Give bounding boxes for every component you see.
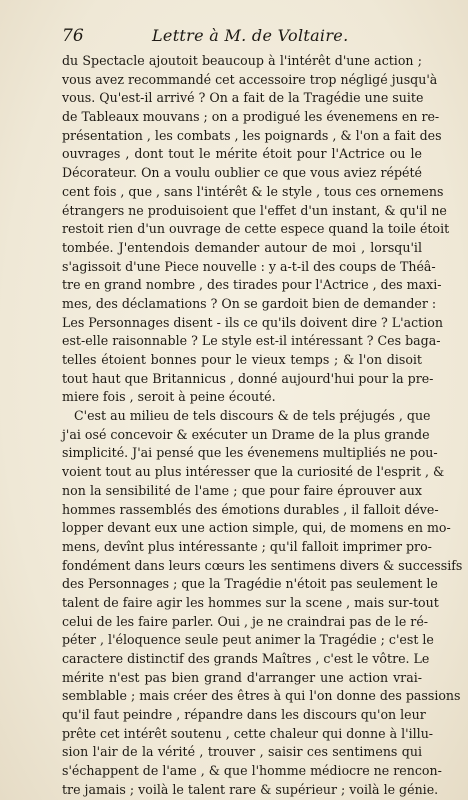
- text-line: hommes rassemblés des émotions durables , il falloit déve-: [62, 501, 439, 517]
- text-line: vous avez recommandé cet accessoire trop négligé jusqu'à: [62, 71, 438, 87]
- text-line: voient tout au plus intéresser que la curiosité de l'esprit , &: [62, 464, 445, 480]
- paragraph: [62, 52, 450, 407]
- page-header: [62, 26, 422, 48]
- text-line: présentation , les combats , les poignards , & l'on a fait des: [62, 127, 442, 143]
- page-number: 76: [62, 26, 84, 46]
- text-line: mérite n'est pas bien grand d'arranger une action vrai-: [62, 669, 422, 685]
- text-line: celui de les faire parler. Oui , je ne craindrai pas de le ré-: [62, 613, 429, 629]
- text-line: mens, devînt plus intéressante ; qu'il falloit imprimer pro-: [62, 538, 432, 554]
- text-line: sion l'air de la vérité , trouver , saisir ces sentimens qui: [62, 744, 422, 760]
- text-line: ouvrages , dont tout le mérite étoit pour l'Actrice ou le: [62, 146, 422, 162]
- text-line: Les Personnages disent - ils ce qu'ils doivent dire ? L'action: [62, 314, 443, 330]
- text-line: tre jamais ; voilà le talent rare & supérieur ; voilà le génie.: [62, 781, 439, 797]
- text-line: caractere distinctif des grands Maîtres , c'est le vôtre. Le: [62, 651, 430, 666]
- text-line: s'agissoit d'une Piece nouvelle : y a-t-il des coups de Théâ-: [62, 258, 436, 274]
- paragraph: [62, 407, 463, 799]
- text-line: fondément dans leurs cœurs les sentimens divers & successifs: [62, 557, 463, 573]
- text-line: de Tableaux mouvans ; on a prodigué les évenemens en re-: [62, 109, 440, 125]
- text-line: telles étoient bonnes pour le vieux temps ; & l'on disoit: [62, 352, 422, 367]
- text-line: mes, des déclamations ? On se gardoit bien de demander :: [62, 295, 437, 311]
- text-line: tombée. J'entendois demander autour de moi , lorsqu'il: [62, 239, 422, 255]
- text-line: lopper devant eux une action simple, qui, de momens en mo-: [62, 520, 451, 536]
- text-line: C'est au milieu de tels discours & de tels préjugés , que: [74, 408, 431, 424]
- text-line: restoit rien d'un ouvrage de cette espece quand la toile étoit: [62, 221, 450, 237]
- text-line: semblable ; mais créer des êtres à qui l'on donne des passions: [62, 688, 461, 704]
- text-line: j'ai osé concevoir & exécuter un Drame de la plus grande: [62, 426, 430, 442]
- text-line: des Personnages ; que la Tragédie n'étoit pas seulement le: [62, 576, 438, 592]
- text-line: qu'il faut peindre , répandre dans les discours qu'on leur: [62, 707, 426, 723]
- text-line: non la sensibilité de l'ame ; que pour faire éprouver aux: [62, 482, 422, 498]
- text-line: tout haut que Britannicus , donné aujourd'hui pour la pre-: [62, 370, 434, 386]
- text-line: miere fois , seroit à peine écouté.: [62, 389, 276, 405]
- text-line: du Spectacle ajoutoit beaucoup à l'intérêt d'une action ;: [62, 53, 422, 68]
- running-title: Lettre à M. de Voltaire.: [152, 26, 349, 45]
- text-line: Décorateur. On a voulu oublier ce que vous aviez répété: [62, 165, 422, 181]
- text-line: s'échappent de l'ame , & que l'homme médiocre ne rencon-: [62, 763, 442, 779]
- text-line: cent fois , que , sans l'intérêt & le style , tous ces ornemens: [62, 183, 444, 199]
- text-line: vous. Qu'est-il arrivé ? On a fait de la Tragédie une suite: [62, 90, 424, 106]
- text-line: est-elle raisonnable ? Le style est-il intéressant ? Ces baga-: [62, 333, 441, 349]
- text-line: tre en grand nombre , des tirades pour l'Actrice , des maxi-: [62, 277, 442, 293]
- text-line: prête cet intérêt soutenu , cette chaleur qui donne à l'illu-: [62, 725, 434, 741]
- body-text: [62, 52, 463, 800]
- text-line: talent de faire agir les hommes sur la scene , mais sur-tout: [62, 594, 439, 610]
- text-line: péter , l'éloquence seule peut animer la Tragédie ; c'est le: [62, 632, 434, 648]
- text-line: simplicité. J'ai pensé que les évenemens multipliés ne pou-: [62, 445, 438, 461]
- text-line: étrangers ne produisoient que l'effet d'un instant, & qu'il ne: [62, 202, 447, 218]
